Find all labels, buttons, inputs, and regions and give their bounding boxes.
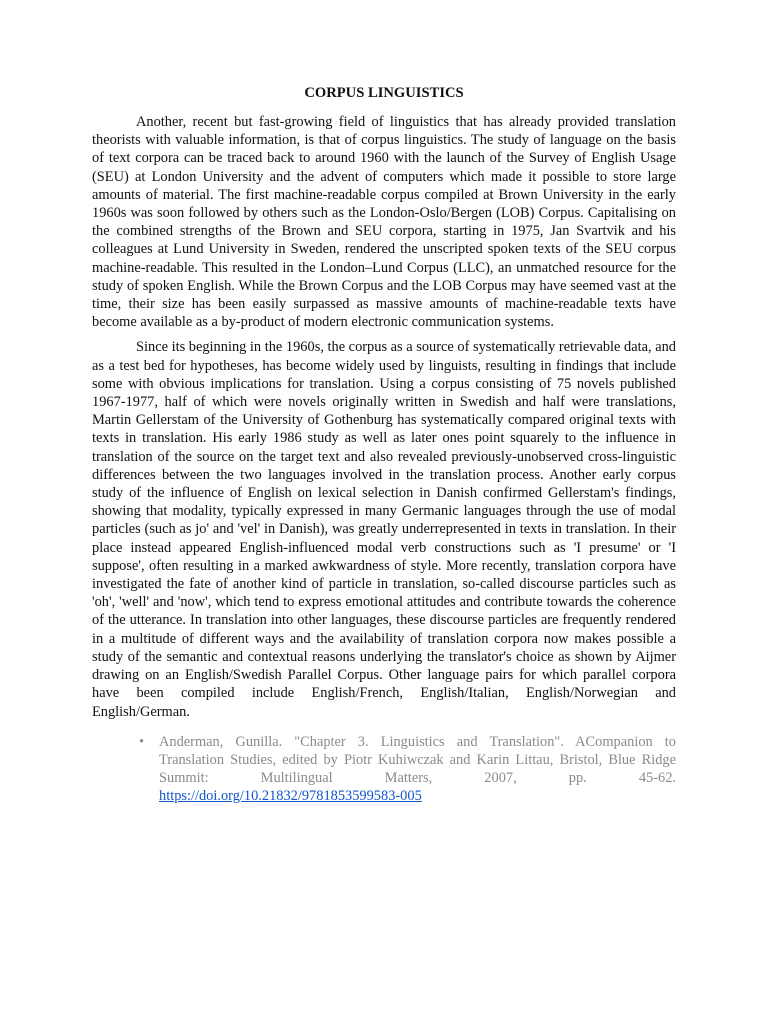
- reference-item: [139, 733, 676, 806]
- doi-link[interactable]: https://doi.org/10.21832/9781853599583-005: [159, 788, 422, 805]
- document-title: CORPUS LINGUISTICS: [304, 85, 464, 101]
- reference-citation: Anderman, Gunilla. "Chapter 3. Linguistics and Translation". ACompanion to Translation Studies, edited by Piotr Kuhiwczak and Karin Littau, Bristol, Blue Ridge Summit: Multilingual Matters, 2007, pp. 45-62.: [159, 733, 676, 787]
- paragraph-corpus-translation: Since its beginning in the 1960s, the corpus as a source of systematically retrievable data, and as a test bed for hypotheses, has become widely used by linguists, resulting in findings that include some with obvious implications for translation. Using a corpus consisting of 75 novels published 1967-1977, half of which were novels originally written in Swedish and half were translations, Martin Gellerstam of the University of Gothenburg has systematically compared original texts with texts in translation. His early 1986 study as well as later ones point squarely to the influence in translation of the source on the target text and also revealed previously-unobserved cross-linguistic differences between the two languages involved in the translation process. Another early corpus study of the influence of English on lexical selection in Danish confirmed Gellerstam's findings, showing that modality, typically expressed in many Germanic languages through the use of modal particles (such as jo' and 'vel' in Danish), was greatly underrepresented in texts in translation. In their place instead appeared English-influenced modal verb constructions such as 'I presume' or 'I suppose', often resulting in a marked awkwardness of style. More recently, translation corpora have investigated the fate of another kind of particle in translation, so-called discourse particles such as 'oh', 'well' and 'now', which tend to express emotional attitudes and contribute towards the coherence of the utterance. In translation into other languages, these discourse particles are frequently rendered in a multitude of different ways and the availability of translation corpora now makes possible a study of the semantic and contextual reasons underlying the translator's choice as shown by Aijmer drawing on an English/Swedish Parallel Corpus. Other language pairs for which parallel corpora have been compiled include English/French, English/Italian, English/Norwegian and English/German.: [92, 339, 676, 720]
- bullet-icon: •: [139, 733, 145, 750]
- reference-list: [92, 733, 676, 806]
- paragraph-corpus-history: Another, recent but fast-growing field of linguistics that has already provided translation theorists with valuable information, is that of corpus linguistics. The study of language on the basis of text corpora can be traced back to around 1960 with the launch of the Survey of English Usage (SEU) at London University and the advent of computers which made it possible to store large amounts of material. The first machine-readable corpus compiled at Brown University in the early 1960s was soon followed by others such as the London-Oslo/Bergen (LOB) Corpus. Capitalising on the combined strengths of the Brown and SEU corpora, starting in 1975, Jan Svartvik and his colleagues at Lund University in Sweden, rendered the unscripted spoken texts of the SEU corpus machine-readable. This resulted in the London–Lund Corpus (LLC), an unmatched resource for the study of spoken English. While the Brown Corpus and the LOB Corpus may have seemed vast at the time, their size has been easily surpassed as massive amounts of machine-readable texts have become available as a by-product of modern electronic communication systems.: [92, 114, 676, 331]
- document-page: [92, 84, 676, 806]
